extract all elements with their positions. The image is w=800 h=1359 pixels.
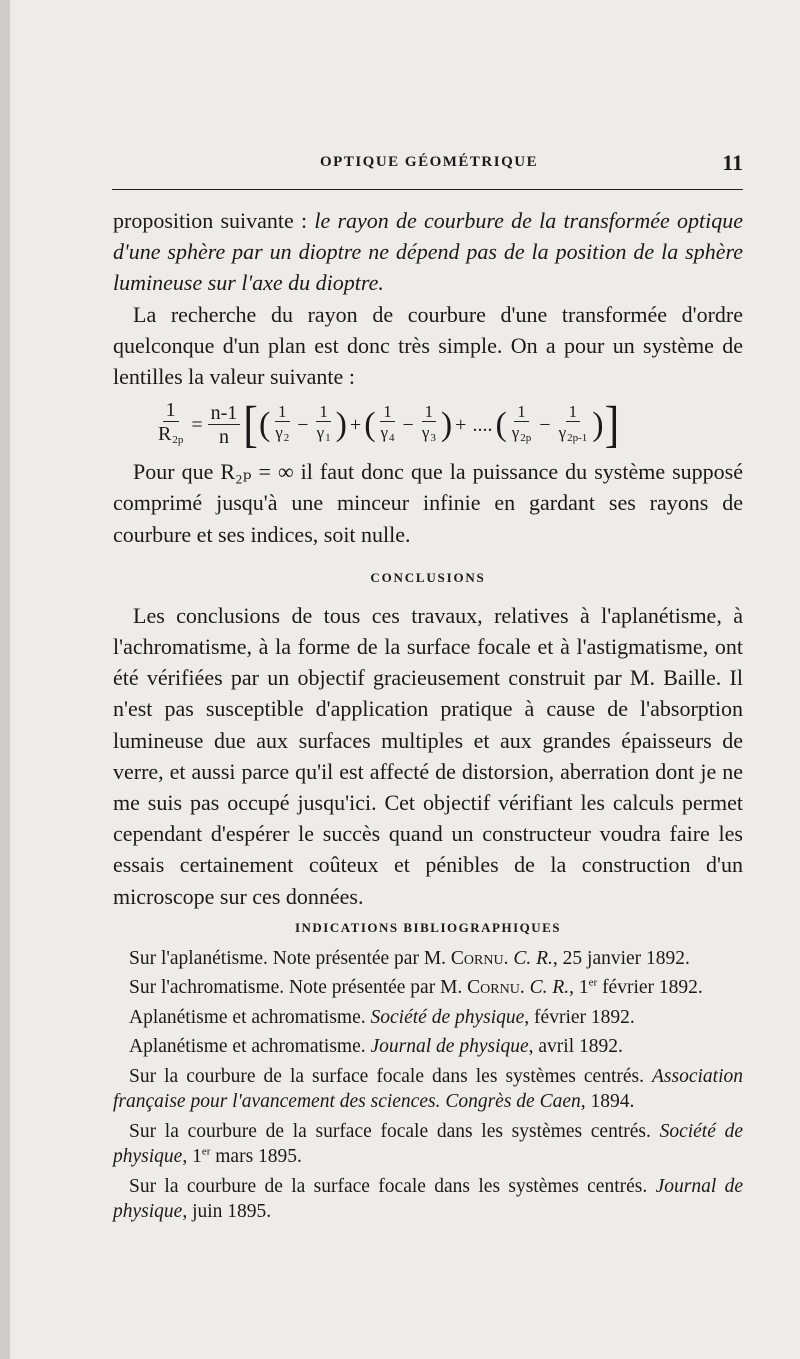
bibliography-list xyxy=(113,946,743,1225)
bibliography-entry: Aplanétisme et achromatisme. Journal de physique, avril 1892. xyxy=(129,1036,623,1058)
formula-paren: ) xyxy=(335,406,347,444)
bibliography-entry: Sur la courbure de la surface focale dans les systèmes centrés. Journal de physique, juin 1895. xyxy=(113,1175,743,1223)
formula-close-bracket: ] xyxy=(604,396,620,453)
paragraph-recherche: La recherche du rayon de courbure d'une transformée d'ordre quelconque d'un plan est donc très simple. On a pour un système de lentilles la valeur suivante : xyxy=(113,301,743,390)
formula-term: $\frac{1}{\gamma_{2p-1}}$ xyxy=(558,401,588,444)
formula-coefficient: $\frac{n-1}{n}$ xyxy=(208,402,241,449)
bibliography-entry: Sur l'aplanétisme. Note présentée par M. Cornu. C. R., 25 janvier 1892. xyxy=(129,947,690,969)
page-body xyxy=(113,205,743,1229)
formula-minus: − xyxy=(402,413,414,436)
formula-term: $\frac{1}{\gamma_4}$ xyxy=(380,401,395,444)
running-head xyxy=(110,150,745,180)
formula-dots: .... xyxy=(472,413,493,436)
header-rule xyxy=(112,189,743,190)
formula-minus: − xyxy=(539,413,551,436)
formula-lhs: $\frac{1}{R_{2p}}$ xyxy=(158,398,184,446)
section-heading-bibliography: INDICATIONS BIBLIOGRAPHIQUES xyxy=(294,919,562,935)
formula-plus: + xyxy=(455,413,467,436)
running-title: OPTIQUE GÉOMÉTRIQUE xyxy=(320,154,539,170)
formula-paren: ( xyxy=(364,406,376,444)
page-gutter-shadow xyxy=(0,0,10,1359)
bibliography-entry: Sur la courbure de la surface focale dans les systèmes centrés. Société de physique, 1er mars 1895. xyxy=(113,1120,743,1168)
bibliography-entry: Sur l'achromatisme. Note présentée par M. Cornu. C. R., 1er février 1892. xyxy=(129,976,703,999)
page-number: 11 xyxy=(722,150,743,175)
formula-paren: ( xyxy=(495,406,507,444)
formula-paren: ) xyxy=(440,406,453,444)
paragraph-conclusions: Les conclusions de tous ces travaux, relatives à l'aplanétisme, à l'achromatisme, à la forme de la surface focale et à l'astigmatisme, ont été vérifiées par un objectif gracieusement construit par M. Baille. Il n'est pas susceptible d'application pratique à cause de l'absorption lumineuse due aux surfaces multiples et aux grandes épaisseurs de verre, et aussi parce qu'il est affecté de distorsion, aberration dont je ne me suis pas occupé jusqu'ici. Cet objectif vérifiant les calculs permet cependant d'espérer le succès quand un constructeur voudra faire les essais certainement coûteux et pénibles de la construction d'un microscope sur ces données. xyxy=(113,602,743,909)
formula-term: $\frac{1}{\gamma_2}$ xyxy=(275,401,290,444)
formula-term: $\frac{1}{\gamma_3}$ xyxy=(421,401,436,444)
formula-paren: ) xyxy=(592,406,604,444)
bibliography-entry: Aplanétisme et achromatisme. Société de physique, février 1892. xyxy=(129,1006,635,1028)
paragraph-pour-que: Pour que R₂ₚ = ∞ il faut donc que la puissance du système supposé comprimé jusqu'à une minceur infinie en gardant ses rayons de courbure et ses indices, soit nulle. xyxy=(113,459,743,547)
formula xyxy=(153,394,743,456)
section-heading-conclusions: CONCLUSIONS xyxy=(370,569,486,585)
formula-paren: ( xyxy=(258,406,271,444)
formula-minus: − xyxy=(297,413,309,436)
formula-plus: + xyxy=(349,413,362,436)
formula-term: $\frac{1}{\gamma_1}$ xyxy=(316,401,331,444)
intro-paragraph xyxy=(113,205,743,299)
intro-statement: le rayon de courbure de la transformée optique d'une sphère par un dioptre ne dépend pas de la position de la sphère lumineuse sur l'axe du dioptre. xyxy=(113,208,743,296)
formula-open-bracket: [ xyxy=(243,396,258,453)
formula-term: $\frac{1}{\gamma_{2p}}$ xyxy=(511,401,532,444)
bibliography-entry: Sur la courbure de la surface focale dans les systèmes centrés. Association française pour l'avancement des sciences. Congrès de Caen, 1894. xyxy=(113,1065,743,1113)
intro-start: proposition suivante : xyxy=(113,208,315,233)
formula-equals: = xyxy=(191,413,203,436)
